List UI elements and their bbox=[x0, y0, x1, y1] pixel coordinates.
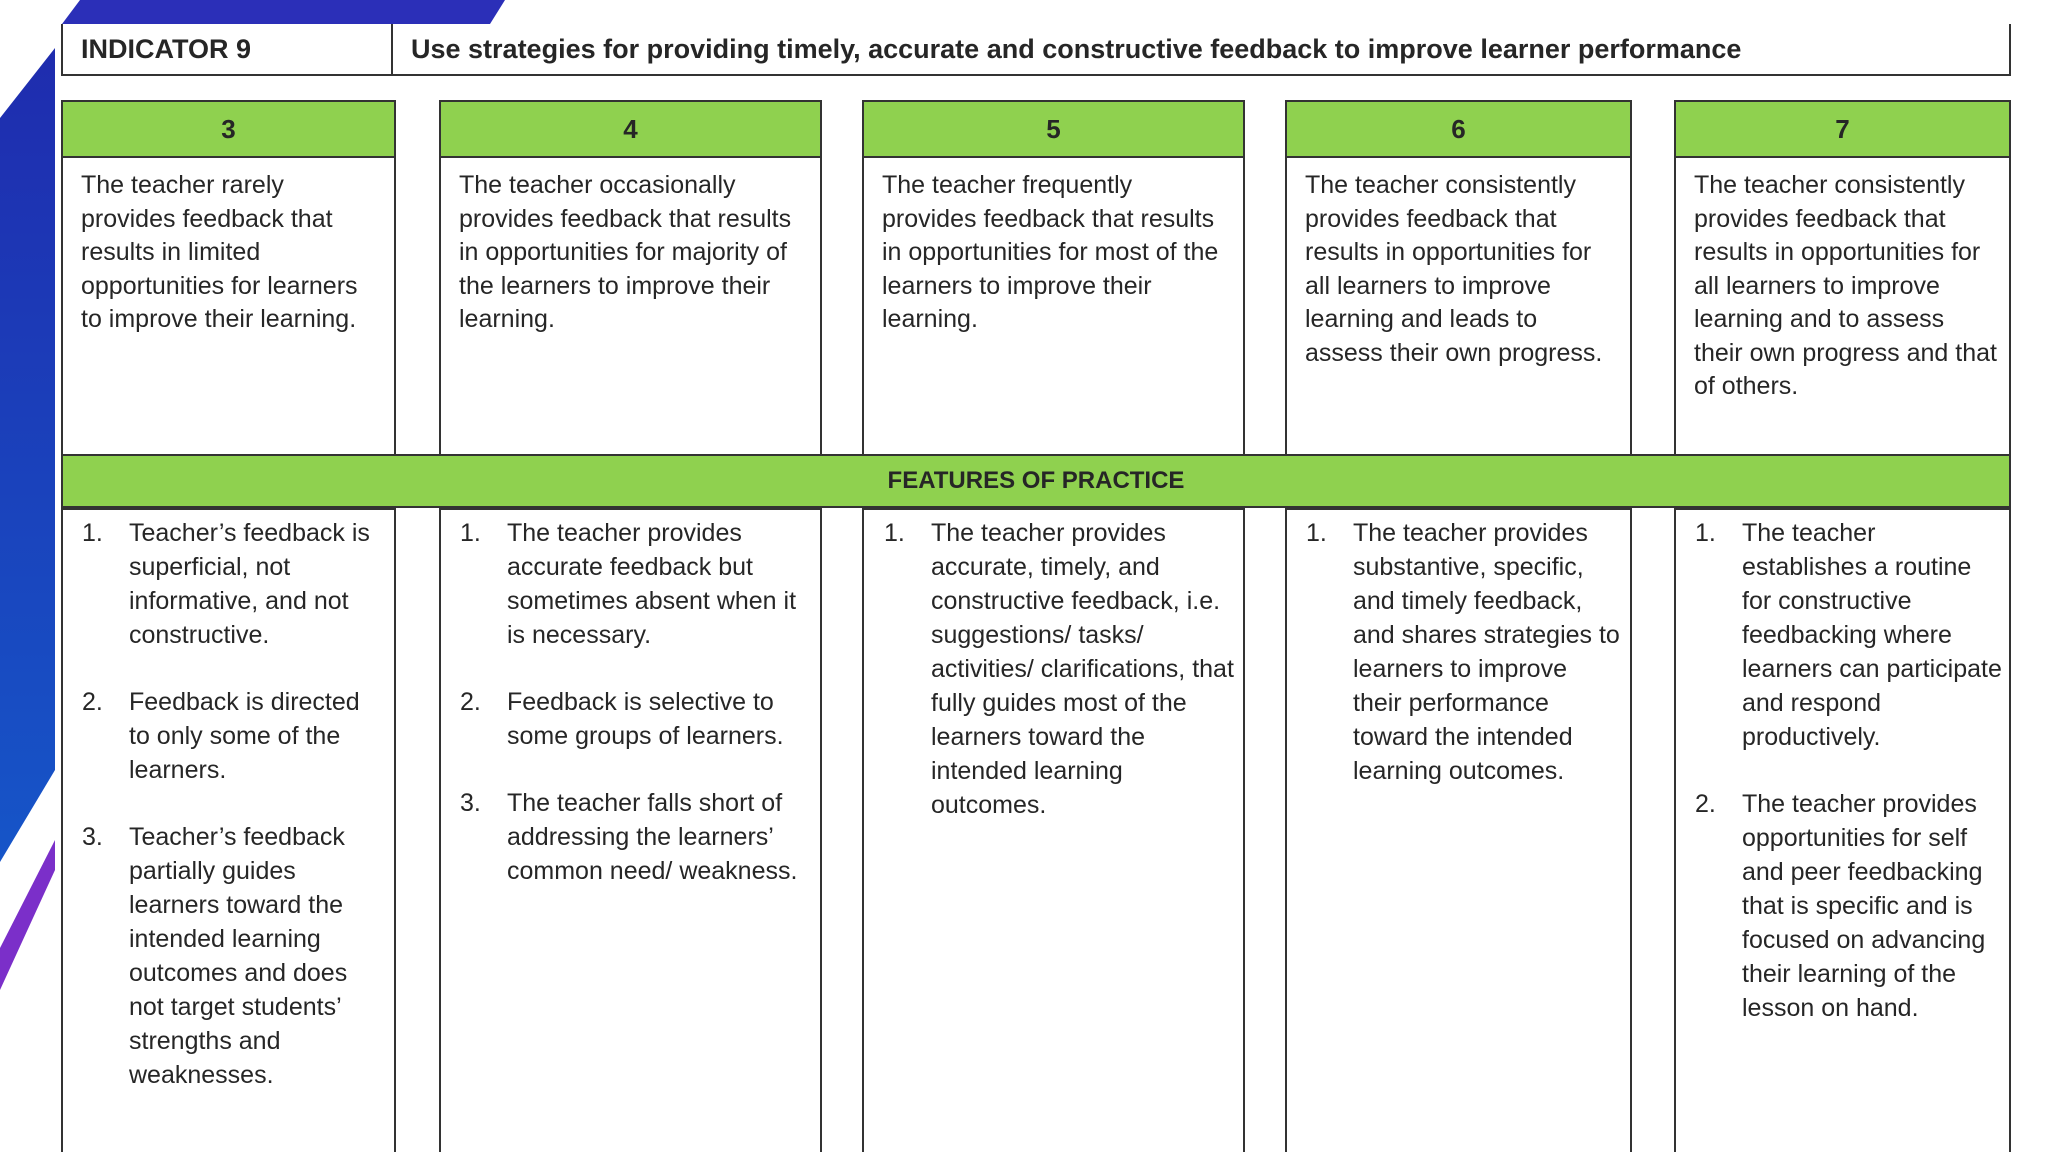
column-level-6: 6 bbox=[1287, 102, 1630, 158]
feature-text: The teacher provides opportunities for self and peer feedbacking that is specific and is focused on advancing their learning of the lesson on hand. bbox=[1742, 790, 1986, 1022]
feature-item bbox=[1695, 516, 2003, 754]
column-description-4: The teacher occasionally provides feedback that results in opportunities for majority of the learners to improve their learning. bbox=[459, 171, 792, 333]
feature-item bbox=[884, 516, 1234, 822]
features-list-6 bbox=[1306, 516, 1622, 821]
feature-number: 1. bbox=[1695, 519, 1716, 547]
feature-number: 2. bbox=[1695, 790, 1716, 818]
indicator-header bbox=[61, 24, 2011, 76]
features-list-7 bbox=[1695, 516, 2003, 1058]
feature-item bbox=[1306, 516, 1622, 788]
column-level-4: 4 bbox=[441, 102, 820, 158]
feature-item bbox=[460, 685, 810, 753]
feature-number: 1. bbox=[82, 519, 103, 547]
feature-text: Feedback is directed to only some of the learners. bbox=[129, 688, 360, 784]
feature-item bbox=[82, 685, 382, 787]
feature-item bbox=[460, 786, 810, 888]
feature-number: 1. bbox=[1306, 519, 1327, 547]
top-decorative-band bbox=[0, 0, 2048, 26]
feature-text: Teacher’s feedback partially guides learners toward the intended learning outcomes and does not target students’ strengths and weaknesses. bbox=[129, 823, 348, 1089]
feature-item bbox=[460, 516, 810, 652]
column-description-3: The teacher rarely provides feedback that results in limited opportunities for learners to improve their learning. bbox=[81, 171, 358, 333]
column-description-5: The teacher frequently provides feedback that results in opportunities for most of the learners to improve their learning. bbox=[882, 171, 1219, 333]
feature-number: 1. bbox=[884, 519, 905, 547]
feature-number: 2. bbox=[460, 688, 481, 716]
features-list-4 bbox=[460, 516, 810, 921]
feature-number: 1. bbox=[460, 519, 481, 547]
column-level-5: 5 bbox=[864, 102, 1243, 158]
indicator-label: INDICATOR 9 bbox=[63, 24, 393, 74]
feature-text: The teacher establishes a routine for constructive feedbacking where learners can participate and respond productively. bbox=[1742, 519, 2002, 751]
feature-number: 2. bbox=[82, 688, 103, 716]
feature-text: The teacher provides substantive, specific, and timely feedback, and shares strategies to learners to improve their performance toward the intended learning outcomes. bbox=[1353, 519, 1620, 785]
column-level-7: 7 bbox=[1676, 102, 2009, 158]
indicator-title: Use strategies for providing timely, accurate and constructive feedback to improve learner performance bbox=[411, 33, 1742, 64]
feature-text: The teacher falls short of addressing the learners’ common need/ weakness. bbox=[507, 789, 798, 885]
column-level-3: 3 bbox=[63, 102, 394, 158]
left-decorative-band bbox=[0, 0, 60, 1152]
features-of-practice-band: FEATURES OF PRACTICE bbox=[61, 454, 2011, 508]
feature-item bbox=[82, 516, 382, 652]
column-description-6: The teacher consistently provides feedback that results in opportunities for all learners to improve learning and leads to assess their own progress. bbox=[1305, 171, 1603, 367]
feature-text: The teacher provides accurate, timely, and constructive feedback, i.e. suggestions/ tasks/ activities/ clarifications, that fully guides most of the learners toward the intended learning outcomes. bbox=[931, 519, 1234, 819]
feature-item bbox=[82, 820, 382, 1092]
column-description-7: The teacher consistently provides feedback that results in opportunities for all learners to improve learning and to assess their own progress and that of others. bbox=[1694, 171, 1997, 400]
feature-number: 3. bbox=[82, 823, 103, 851]
feature-text: Feedback is selective to some groups of learners. bbox=[507, 688, 784, 750]
features-list-5 bbox=[884, 516, 1234, 855]
feature-text: Teacher’s feedback is superficial, not informative, and not constructive. bbox=[129, 519, 370, 649]
features-list-3 bbox=[82, 516, 382, 1125]
feature-item bbox=[1695, 787, 2003, 1025]
feature-text: The teacher provides accurate feedback but sometimes absent when it is necessary. bbox=[507, 519, 797, 649]
feature-number: 3. bbox=[460, 789, 481, 817]
